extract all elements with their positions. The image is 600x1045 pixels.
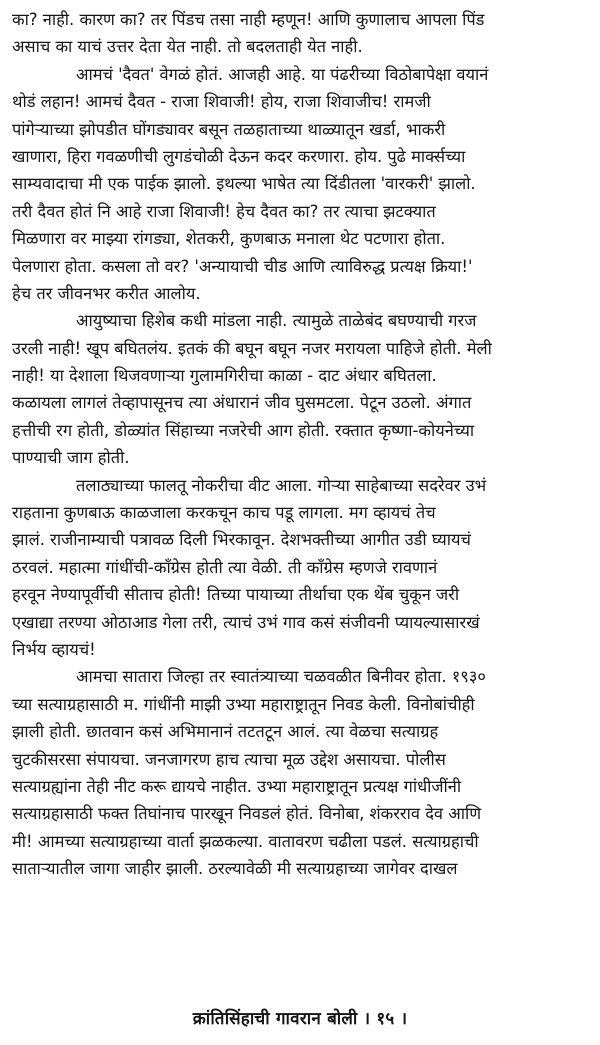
text-line: मिळणारा वर माझ्या रांगड्या, शेतकरी, कुणबाऊ मनाला थेट पटणारा होता. xyxy=(12,229,446,249)
text-line: झालं. राजीनाम्याची पत्रावळ दिली भिरकावून. देशभक्तीच्या आगीत उडी घ्यायचं xyxy=(12,530,471,550)
text-line: पाण्याची जाग होती. xyxy=(12,448,130,468)
page-footer: क्रांतिसिंहाची गावरान बोली । १५ । xyxy=(192,1009,408,1029)
text-line: चुटकीसरसा संपायचा. जनजागरण हाच त्याचा मूळ उद्देश असायचा. पोलीस xyxy=(12,749,446,769)
text-line: एखाद्या तरण्या ओठाआड गेला तरी, त्याचं उभं गाव कसं संजीवनी प्यायल्यासारखं xyxy=(12,612,480,632)
text-line: साम्यवादाचा मी एक पाईक झालो. इथल्या भाषेत त्या दिंडीतला 'वारकरी' झालो. xyxy=(12,174,476,194)
text-line: पांगेऱ्याच्या झोपडीत घोंगड्यावर बसून तळहाताच्या थाळ्यातून खर्डा, भाकरी xyxy=(12,119,446,139)
text-line: साताऱ्यातील जागा जाहीर झाली. ठरल्यावेळी मी सत्याग्रहाच्या जागेवर दाखल xyxy=(12,859,458,879)
text-line: तलाठ्याच्या फालतू नोकरीचा वीट आला. गोऱ्या साहेबाच्या सदरेवर उभं xyxy=(76,475,487,495)
text-line: मी! आमच्या सत्याग्रहाच्या वार्ता झळकल्या. वातावरण चढीला पडलं. सत्याग्रहाची xyxy=(12,831,479,851)
text-line: सत्याग्रहासाठी फक्त तिघांनाच पारखून निवडलं होतं. विनोबा, शंकरराव देव आणि xyxy=(12,804,482,824)
paragraph xyxy=(12,6,590,61)
text-line: आमचं 'दैवत' वेगळं होतं. आजही आहे. या पंढरीच्या विठोबापेक्षा वयानं xyxy=(76,64,489,84)
paragraph xyxy=(12,663,590,882)
text-line: का? नाही. कारण का? तर पिंडच तसा नाही म्हणून! आणि कुणालाच आपला पिंड xyxy=(12,10,485,29)
text-line: झाली होती. छातवान कसं अभिमानानं तटतटून आलं. त्या वेळचा सत्याग्रह xyxy=(12,722,439,742)
text-line: आयुष्याचा हिशेब कधी मांडला नाही. त्यामुळे ताळेबंद बघण्याची गरज xyxy=(76,311,477,331)
paragraph xyxy=(12,61,590,308)
text-line: खाणारा, हिरा गवळणीची लुगडंचोळी देऊन कदर करणारा. होय. पुढे मार्क्सच्या xyxy=(12,146,466,166)
text-line: हेच तर जीवनभर करीत आलोय. xyxy=(12,283,201,303)
text-line: आमचा सातारा जिल्हा तर स्वातंत्र्याच्या चळवळीत बिनीवर होता. १९३० xyxy=(76,667,486,687)
page-text-body xyxy=(12,6,590,883)
text-line: नाही! या देशाला थिजवणाऱ्या गुलामगिरीचा काळा - दाट अंधार बघितला. xyxy=(12,366,437,386)
text-line: च्या सत्याग्रहासाठी म. गांधींनी माझी उभ्या महाराष्ट्रातून निवड केली. विनोबांचीही xyxy=(12,694,475,714)
text-line: उरली नाही! खूप बघितलंय. इतकं की बघून बघून नजर मरायला पाहिजे होती. मेली xyxy=(12,338,492,358)
text-line: ठरवलं. महात्मा गांधींची-काँग्रेस होती त्या वेळी. ती काँग्रेस म्हणजे रावणानं xyxy=(12,557,438,577)
text-line: सत्याग्रह्यांना तेही नीट करू द्यायचे नाहीत. उभ्या महाराष्ट्रातून प्रत्यक्ष गांधीजींनी xyxy=(12,776,462,796)
text-line: राहताना कुणबाऊ काळजाला करकचून काच पडू लागला. मग व्हायचं तेच xyxy=(12,503,436,523)
text-line: पेलणारा होता. कसला तो वर? 'अन्यायाची चीड आणि त्याविरुद्ध प्रत्यक्ष क्रिया!' xyxy=(12,256,473,276)
text-line: असाच का याचं उत्तर देता येत नाही. तो बदलताही येत नाही. xyxy=(12,37,363,57)
text-line: हत्तीची रग होती, डोळ्यांत सिंहाच्या नजरेची आग होती. रक्तात कृष्णा-कोयनेच्या xyxy=(12,420,475,440)
paragraph xyxy=(12,472,590,664)
paragraph xyxy=(12,307,590,471)
text-line: तरी दैवत होतं नि आहे राजा शिवाजी! हेच दैवत का? तर त्याचा झटक्यात xyxy=(12,201,436,221)
text-line: कळायला लागलं तेव्हापासूनच त्या अंधारानं जीव घुसमटला. पेटून उठलो. अंगात xyxy=(12,393,472,413)
text-line: थोडं लहान! आमचं दैवत - राजा शिवाजी! होय, राजा शिवाजीच! रामजी xyxy=(12,92,431,112)
text-line: हरवून नेण्यापूर्वीची सीताच होती! तिच्या पायाच्या तीर्थाचा एक थेंब चुकून जरी xyxy=(12,585,460,605)
text-line: निर्भय व्हायचं! xyxy=(12,639,96,659)
